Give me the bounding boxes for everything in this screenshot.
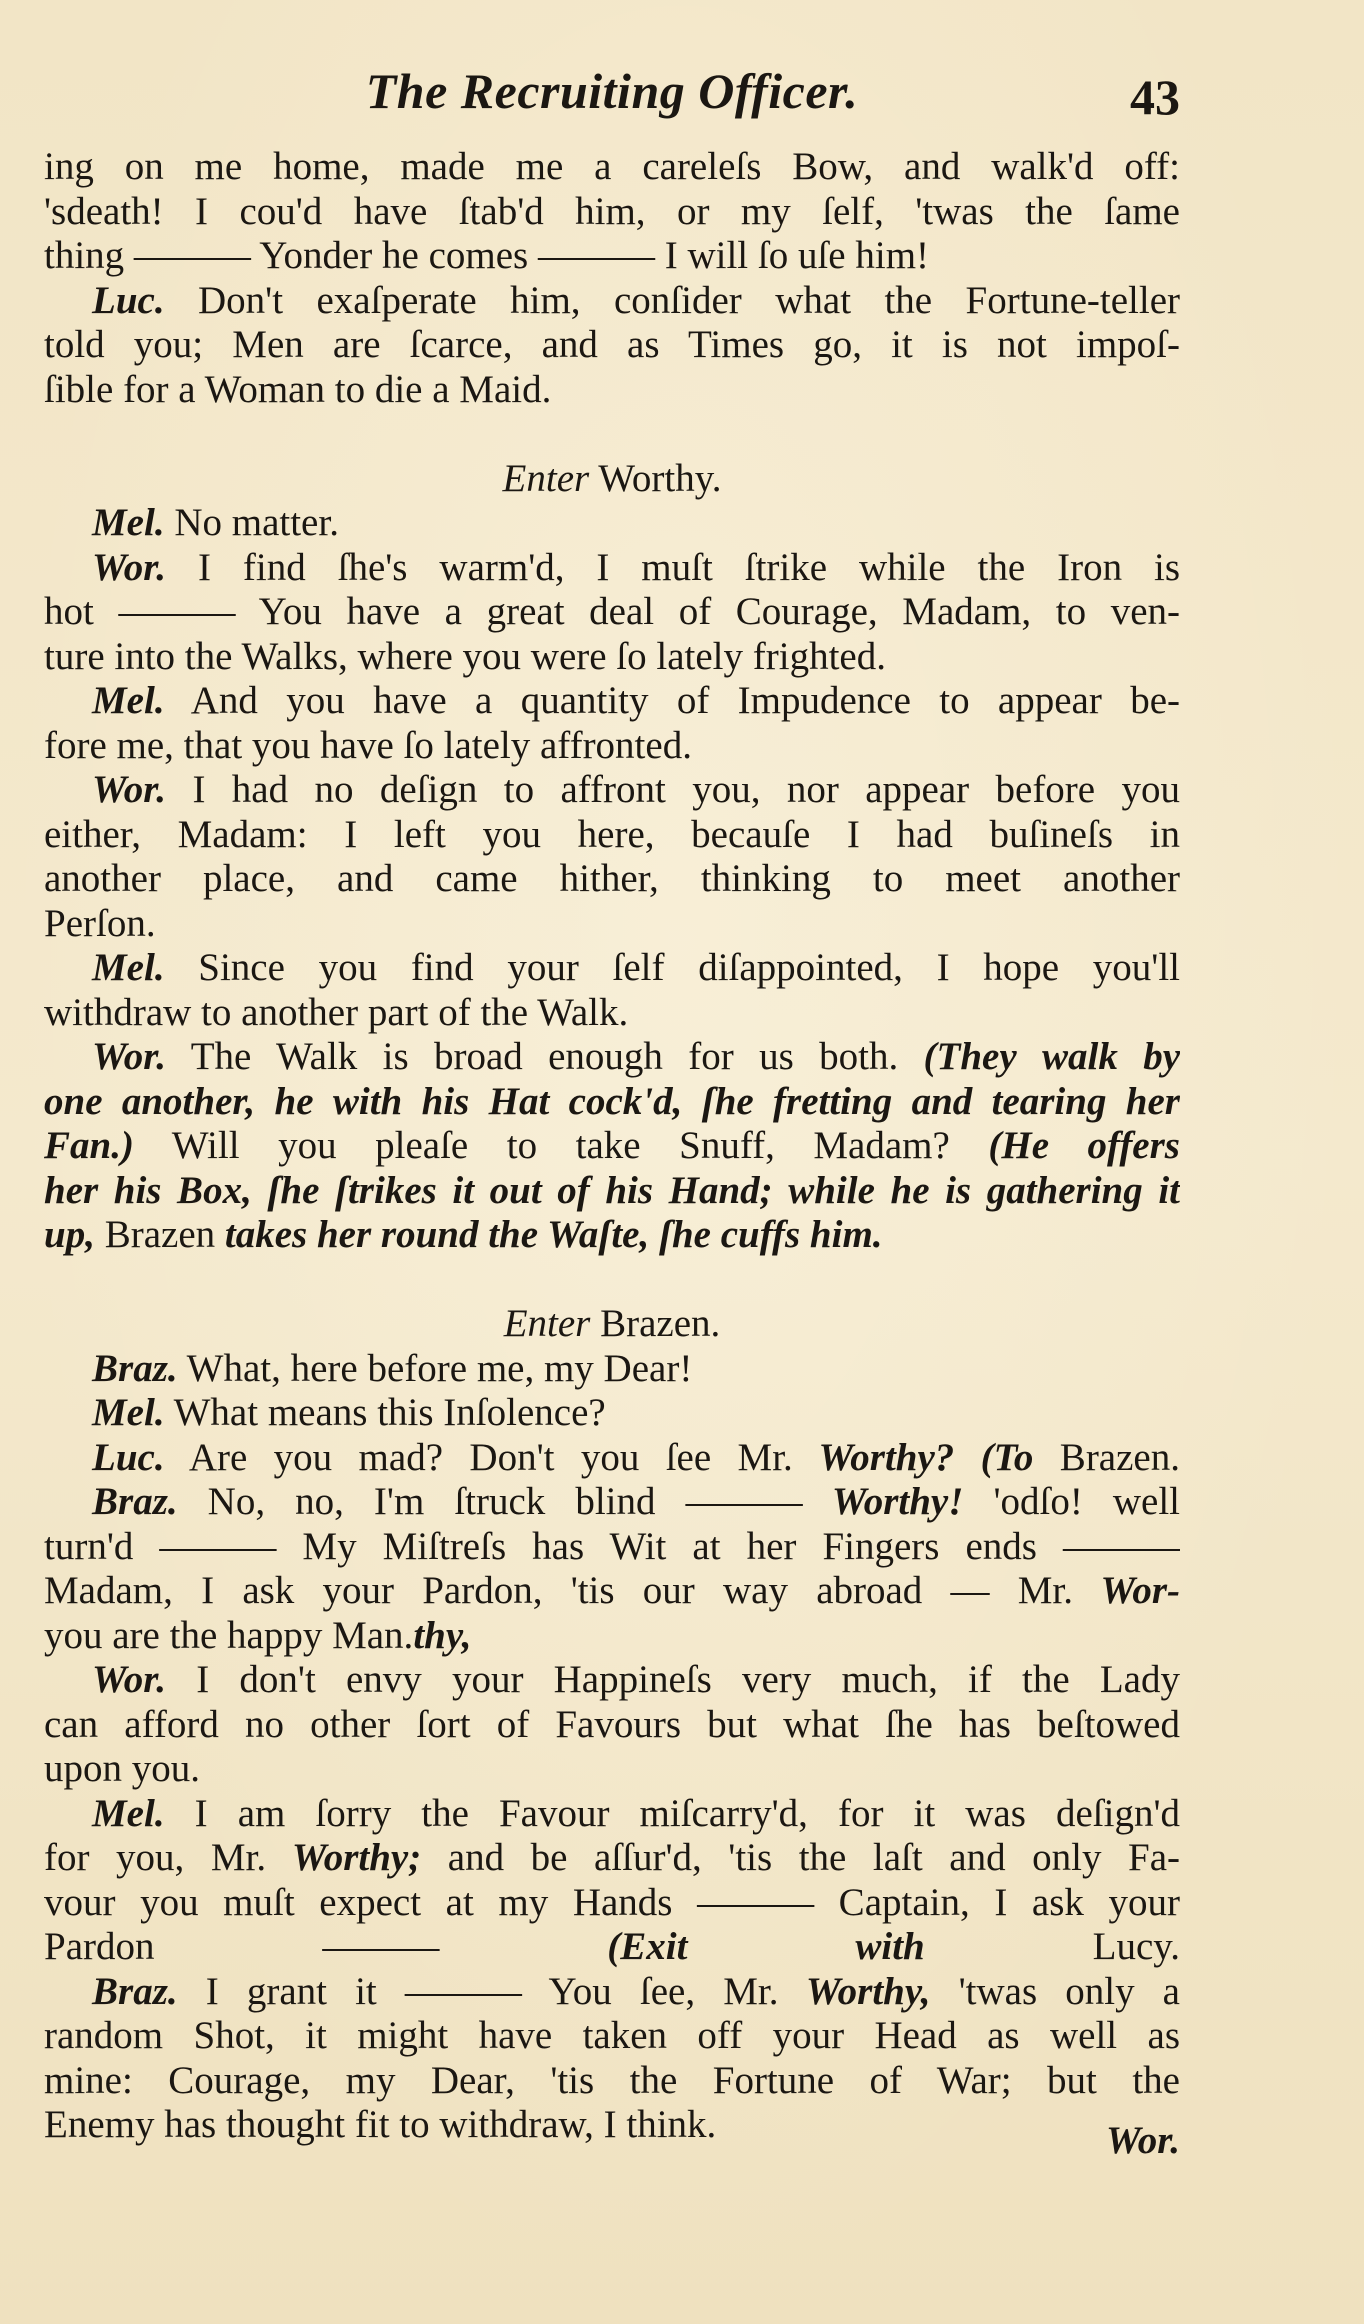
- speaker-name: Wor.: [92, 768, 167, 811]
- catchword: Wor.: [1105, 2119, 1180, 2162]
- speaker-name: Luc.: [92, 278, 165, 322]
- line-text: Are you mad? Don't you ſee Mr.: [164, 1435, 793, 1479]
- text-line: [44, 1480, 1180, 1525]
- text-line: [44, 546, 1180, 591]
- text-line: [44, 857, 1180, 902]
- text-line: [44, 1525, 1180, 1570]
- text-line: [44, 2014, 1180, 2059]
- speaker-name: Braz.: [92, 1480, 178, 1523]
- text-line: [44, 1124, 1180, 1169]
- text-line: [44, 1391, 1180, 1436]
- text-line: [44, 323, 1180, 368]
- italic-text: one another, he with his Hat cock'd, ſhe fretting and tearing her: [44, 1079, 1180, 1123]
- speaker-name: Mel.: [92, 679, 165, 722]
- text-line: [44, 635, 1180, 680]
- line-text: No matter.: [164, 501, 339, 544]
- italic-text: Worthy,: [778, 1969, 931, 2013]
- line-text: Madam, I ask your Pardon, 'tis our way abroad — Mr.: [44, 1569, 1074, 1612]
- text-line: [44, 1569, 1180, 1614]
- line-text: told you; Men are ſcarce, and as Times go, it is not impoſ-: [44, 323, 1180, 366]
- blank-line: [44, 412, 1180, 457]
- line-text: upon you.: [44, 1747, 200, 1790]
- text-line: [44, 1747, 1180, 1792]
- text-line: [44, 679, 1180, 724]
- speaker-name: Luc.: [92, 1435, 165, 1479]
- line-text: withdraw to another part of the Walk.: [44, 990, 629, 1034]
- italic-text: Worthy?: [792, 1435, 955, 1479]
- text-line: [44, 2103, 1180, 2148]
- text-line: [44, 724, 1180, 769]
- text-line: [44, 1614, 1180, 1659]
- speaker-name: Wor.: [92, 545, 167, 589]
- italic-text: (He offers: [949, 1124, 1180, 1167]
- line-text: What, here before me, my Dear!: [177, 1346, 693, 1390]
- line-text: ing on me home, made me a careleſs Bow, and walk'd off:: [44, 145, 1180, 188]
- line-text: Don't exaſperate him, conſider what the Fortune-teller: [164, 278, 1180, 322]
- line-text: mine: Courage, my Dear, 'tis the Fortune of War; but the: [44, 2058, 1180, 2102]
- text-line: [44, 368, 1180, 413]
- text-line: [44, 279, 1180, 324]
- speaker-name: Wor.: [92, 1035, 167, 1078]
- text-line: [44, 1213, 1180, 1258]
- line-text: Brazen: [94, 1213, 216, 1256]
- line-text: What means this Inſolence?: [164, 1391, 606, 1434]
- stage-direction-enter: Enter: [503, 1302, 591, 1345]
- line-text: Will you pleaſe to take Snuff, Madam?: [133, 1124, 950, 1167]
- speaker-name: Braz.: [92, 1969, 178, 2013]
- italic-text: (To: [954, 1435, 1034, 1479]
- text-line: [44, 190, 1180, 235]
- italic-text: (Exit with: [439, 1925, 925, 1968]
- text-line: [44, 1436, 1180, 1481]
- italic-text: Worthy!: [802, 1480, 964, 1523]
- line-text: Perſon.: [44, 901, 156, 945]
- line-text: vour you muſt expect at my Hands ——— Captain, I ask your: [44, 1880, 1180, 1924]
- line-text: The Walk is broad enough for us both.: [166, 1035, 899, 1078]
- line-text: 'sdeath! I cou'd have ſtab'd him, or my ſelf, 'twas the ſame: [44, 189, 1180, 233]
- speaker-name: Braz.: [92, 1346, 178, 1390]
- text-line: [44, 234, 1180, 279]
- line-text: for you, Mr.: [44, 1836, 267, 1879]
- page-number: 43: [1130, 69, 1180, 125]
- text-line: [44, 1925, 1180, 1970]
- line-text: I grant it ——— You ſee, Mr.: [177, 1969, 779, 2013]
- line-text: turn'd ——— My Miſtreſs has Wit at her Fingers ends ———: [44, 1524, 1180, 1568]
- text-line: [44, 2059, 1180, 2104]
- text-line: [44, 1703, 1180, 1748]
- italic-text: up,: [44, 1213, 95, 1256]
- text-line: [44, 991, 1180, 1036]
- running-title: The Recruiting Officer.: [365, 63, 859, 119]
- line-text: Since you find your ſelf diſappointed, I hope you'll: [164, 946, 1180, 989]
- line-text: random Shot, it might have taken off your Head as well as: [44, 2014, 1180, 2057]
- speaker-name: Mel.: [92, 1391, 165, 1434]
- text-line: [44, 501, 1180, 546]
- speaker-name: Mel.: [92, 1791, 165, 1835]
- line-text: Brazen.: [1033, 1435, 1180, 1479]
- italic-text: Fan.): [44, 1124, 134, 1167]
- page-header: [44, 62, 1180, 142]
- line-text: 'twas only a: [930, 1969, 1180, 2013]
- text-line: [44, 1836, 1180, 1881]
- italic-text: thy,: [413, 1613, 472, 1657]
- blank-line: [44, 1258, 1180, 1303]
- line-text: either, Madam: I left you here, becauſe I had buſineſs in: [44, 812, 1180, 856]
- text-line: [44, 1970, 1180, 2015]
- text-line: [44, 946, 1180, 991]
- italic-text: her his Box, ſhe ſtrikes it out of his Hand; while he is gathering it: [44, 1168, 1180, 1212]
- text-line: [44, 902, 1180, 947]
- stage-direction: [44, 1302, 1180, 1347]
- text-line: [44, 145, 1180, 190]
- line-text: No, no, I'm ſtruck blind ———: [177, 1480, 803, 1523]
- text-line: [44, 813, 1180, 858]
- text-line: [44, 1881, 1180, 1926]
- play-text: [44, 145, 1180, 2148]
- line-text: and be aſſur'd, 'tis the laſt and only Fa-: [421, 1836, 1180, 1879]
- italic-text: (They walk by: [898, 1035, 1180, 1078]
- line-text: Worthy.: [589, 456, 722, 500]
- text-line: [44, 590, 1180, 635]
- text-line: [44, 1035, 1180, 1080]
- speaker-name: Mel.: [92, 946, 165, 989]
- text-line: [44, 1169, 1180, 1214]
- line-text: can afford no other ſort of Favours but what ſhe has beſtowed: [44, 1702, 1180, 1746]
- line-text: 'odſo! well: [963, 1480, 1180, 1523]
- text-line: [44, 1347, 1180, 1392]
- line-text: fore me, that you have ſo lately affronted.: [44, 723, 692, 767]
- line-text: ſible for a Woman to die a Maid.: [44, 367, 552, 411]
- stage-direction-enter: Enter: [502, 456, 590, 500]
- line-text: thing ——— Yonder he comes ——— I will ſo uſe him!: [44, 234, 930, 277]
- line-text: I don't envy your Happineſs very much, if the Lady: [166, 1658, 1180, 1701]
- line-text: I am ſorry the Favour miſcarry'd, for it was deſign'd: [164, 1791, 1180, 1835]
- line-text: Brazen.: [590, 1302, 721, 1345]
- text-line: [44, 768, 1180, 813]
- text-line: [44, 1080, 1180, 1125]
- speaker-name: Mel.: [92, 501, 165, 544]
- italic-text: takes her round the Waſte, ſhe cuffs him.: [215, 1213, 883, 1256]
- line-text: hot ——— You have a great deal of Courage, Madam, to ven-: [44, 590, 1180, 633]
- line-text: ture into the Walks, where you were ſo lately frighted.: [44, 634, 886, 678]
- line-text: I find ſhe's warm'd, I muſt ſtrike while the Iron is: [166, 545, 1180, 589]
- line-text: Enemy has thought fit to withdraw, I think.: [44, 2103, 717, 2146]
- line-text: And you have a quantity of Impudence to appear be-: [164, 679, 1180, 722]
- speaker-name: Wor.: [92, 1658, 167, 1701]
- line-text: Lucy.: [924, 1925, 1180, 1968]
- line-text: I had no deſign to affront you, nor appear before you: [166, 768, 1180, 811]
- text-line: [44, 1792, 1180, 1837]
- line-text: you are the happy Man.: [44, 1613, 414, 1657]
- stage-direction: [44, 457, 1180, 502]
- line-text: Pardon ———: [44, 1925, 440, 1968]
- italic-text: Wor-: [1073, 1569, 1180, 1612]
- text-line: [44, 1658, 1180, 1703]
- line-text: another place, and came hither, thinking to meet another: [44, 857, 1180, 900]
- italic-text: Worthy;: [266, 1836, 422, 1879]
